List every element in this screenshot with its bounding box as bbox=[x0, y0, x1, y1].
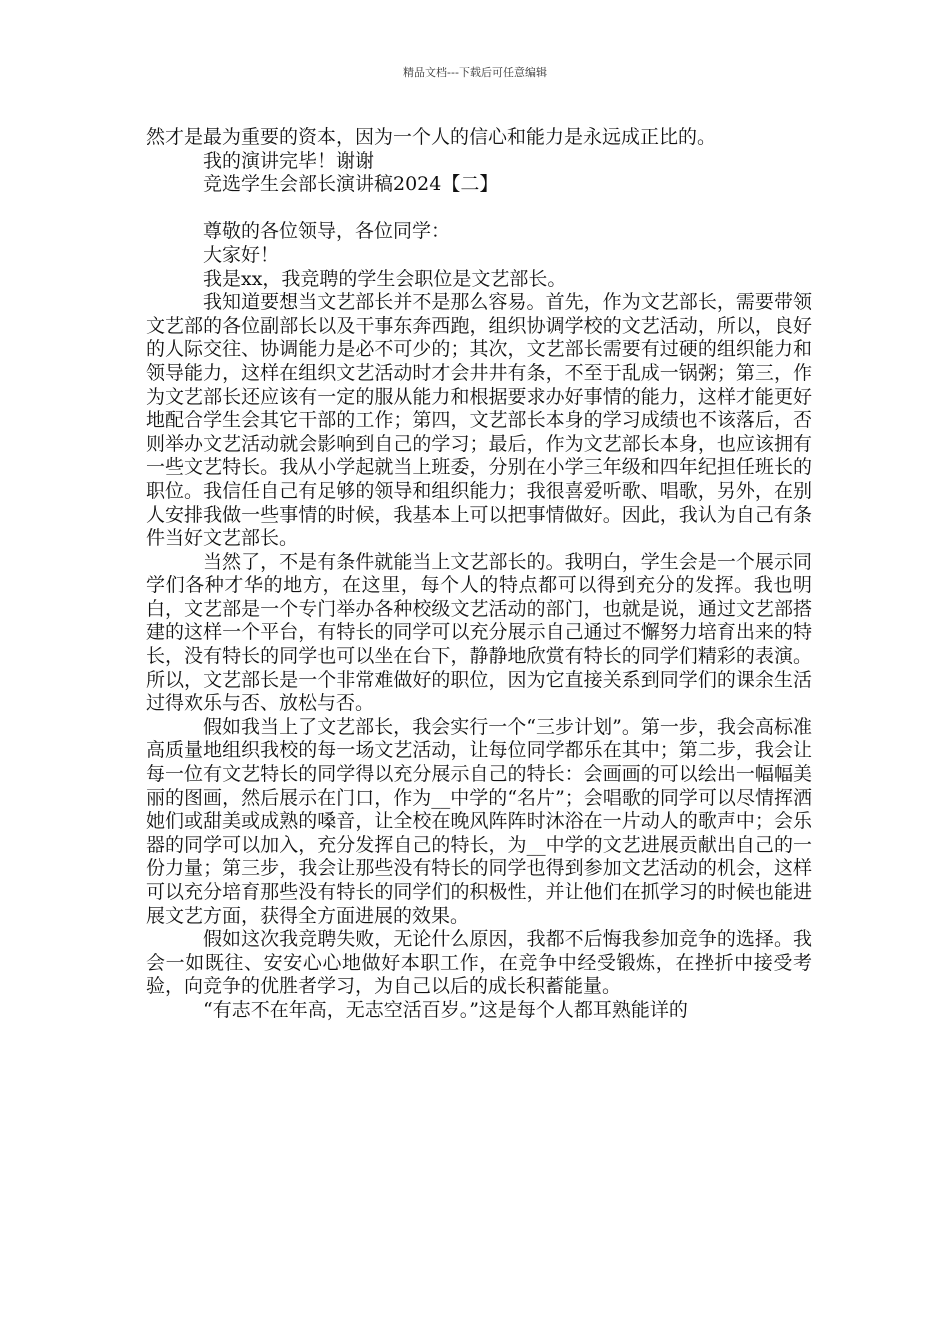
page-header: 精品文档---下载后可任意编辑 bbox=[403, 66, 547, 79]
paragraph: 假如这次我竞聘失败，无论什么原因，我都不后悔我参加竞争的选择。我会一如既往、安安心心地做好本职工作，在竞争中经受锻炼，在挫折中接受考验，向竞争的优胜者学习，为自己以后的成长积蓄能量。 bbox=[146, 928, 812, 998]
salutation: 尊敬的各位领导，各位同学： bbox=[203, 220, 451, 243]
document-body bbox=[146, 126, 812, 1023]
paragraph: “有志不在年高，无志空活百岁。”这是每个人都耳熟能详的 bbox=[203, 998, 688, 1021]
speech-closing: 我的演讲完毕！谢谢 bbox=[203, 149, 375, 172]
paragraph-continuation: 然才是最为重要的资本，因为一个人的信心和能力是永远成正比的。 bbox=[146, 126, 717, 148]
paragraph: 当然了，不是有条件就能当上文艺部长的。我明白，学生会是一个展示同学们各种才华的地方，在这里，每个人的特点都可以得到充分的发挥。我也明白，文艺部是一个专门举办各种校级文艺活动的部门，也就是说，通过文艺部搭建的这样一个平台，有特长的同学可以充分展示自己通过不懈努力培育出来的特长，没有特长的同学也可以坐在台下，静静地欣赏有特长的同学们精彩的表演。所以，文艺部长是一个非常难做好的职位，因为它直接关系到同学们的课余生活过得欢乐与否、放松与否。 bbox=[146, 550, 812, 715]
paragraph: 假如我当上了文艺部长，我会实行一个“三步计划”。第一步，我会高标准高质量地组织我校的每一场文艺活动，让每位同学都乐在其中；第二步，我会让每一位有文艺特长的同学得以充分展示自己的特长：会画画的可以绘出一幅幅美丽的图画，然后展示在门口，作为__中学的“名片”；会唱歌的同学可以尽情挥洒她们或甜美或成熟的嗓音，让全校在晚风阵阵时沐浴在一片动人的歌声中；会乐器的同学可以加入，充分发挥自己的特长，为__中学的文艺进展贡献出自己的一份力量；第三步，我会让那些没有特长的同学也得到参加文艺活动的机会，这样可以充分培育那些没有特长的同学们的积极性，并让他们在抓学习的时候也能进展文艺方面，获得全方面进展的效果。 bbox=[146, 715, 812, 927]
self-introduction: 我是xx，我竞聘的学生会职位是文艺部长。 bbox=[203, 267, 567, 290]
section-title: 竞选学生会部长演讲稿2024【二】 bbox=[203, 173, 499, 196]
greeting: 大家好！ bbox=[203, 243, 280, 266]
paragraph: 我知道要想当文艺部长并不是那么容易。首先，作为文艺部长，需要带领文艺部的各位副部长以及干事东奔西跑，组织协调学校的文艺活动，所以，良好的人际交往、协调能力是必不可少的；其次，文艺部长需要有过硬的组织能力和领导能力，这样在组织文艺活动时才会井井有条，不至于乱成一锅粥；第三，作为文艺部长还应该有一定的服从能力和根据要求办好事情的能力，这样才能更好地配合学生会其它干部的工作；第四，文艺部长本身的学习成绩也不该落后，否则举办文艺活动就会影响到自己的学习；最后，作为文艺部长本身，也应该拥有一些文艺特长。我从小学起就当上班委，分别在小学三年级和四年纪担任班长的职位。我信任自己有足够的领导和组织能力；我很喜爱听歌、唱歌，另外，在别人安排我做一些事情的时候，我基本上可以把事情做好。因此，我认为自己有条件当好文艺部长。 bbox=[146, 291, 812, 550]
